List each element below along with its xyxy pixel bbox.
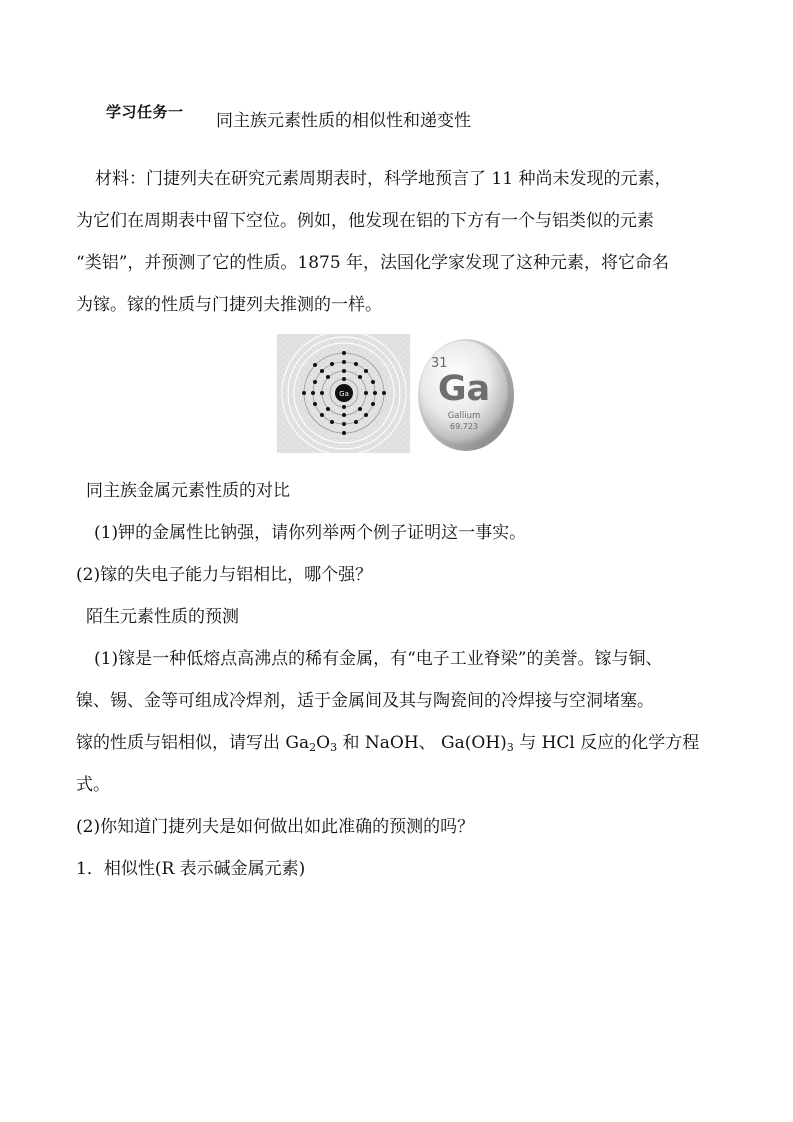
section1-question-2: (2)镓的失电子能力与铝相比，哪个强？: [76, 565, 373, 585]
point-1-heading: 1．相似性(R 表示碱金属元素): [76, 859, 306, 879]
section2-question-2: (2)你知道门捷列夫是如何做出如此准确的预测的吗？: [76, 817, 475, 837]
tile-atomic-mass: 69.723: [450, 422, 478, 431]
atom-symbol: Ga: [339, 390, 349, 398]
section2-heading: 陌生元素性质的预测: [86, 607, 239, 627]
material-line-1: 材料：门捷列夫在研究元素周期表时，科学地预言了 11 种尚未发现的元素，: [95, 169, 672, 189]
gallium-atom-diagram: [277, 334, 410, 453]
tile-atomic-number: 31: [431, 356, 448, 371]
material-line-2: 为它们在周期表中留下空位。例如，他发现在铝的下方有一个与铝类似的元素: [76, 211, 654, 231]
task-label: 学习任务一: [106, 103, 184, 121]
section2-q1-line-1: (1)镓是一种低熔点高沸点的稀有金属，有“电子工业脊梁”的美誉。镓与铜、: [94, 649, 663, 669]
material-line-3: “类铝”，并预测了它的性质。1875 年，法国化学家发现了这种元素，将它命名: [76, 253, 670, 273]
material-line-4: 为镓。镓的性质与门捷列夫推测的一样。: [76, 295, 382, 315]
section2-q1-line-3: 镓的性质与铝相似，请写出 $Ga_2O_3$ 和 NaOH、 $Ga(OH)_3$ 与 HCl 反应的化学方程: [76, 733, 700, 754]
section2-q1-line-4: 式。: [76, 775, 110, 795]
section1-heading: 同主族金属元素性质的对比: [86, 481, 290, 501]
section1-question-1: (1)钾的金属性比钠强，请你列举两个例子证明这一事实。: [94, 523, 527, 543]
tile-symbol: Ga: [437, 369, 491, 409]
tile-element-name: Gallium: [447, 411, 481, 421]
gallium-element-tile: [414, 334, 516, 453]
task-title: 同主族元素性质的相似性和递变性: [216, 111, 471, 131]
section2-q1-line-2: 镍、锡、金等可组成冷焊剂，适于金属间及其与陶瓷间的冷焊接与空洞堵塞。: [76, 691, 654, 711]
